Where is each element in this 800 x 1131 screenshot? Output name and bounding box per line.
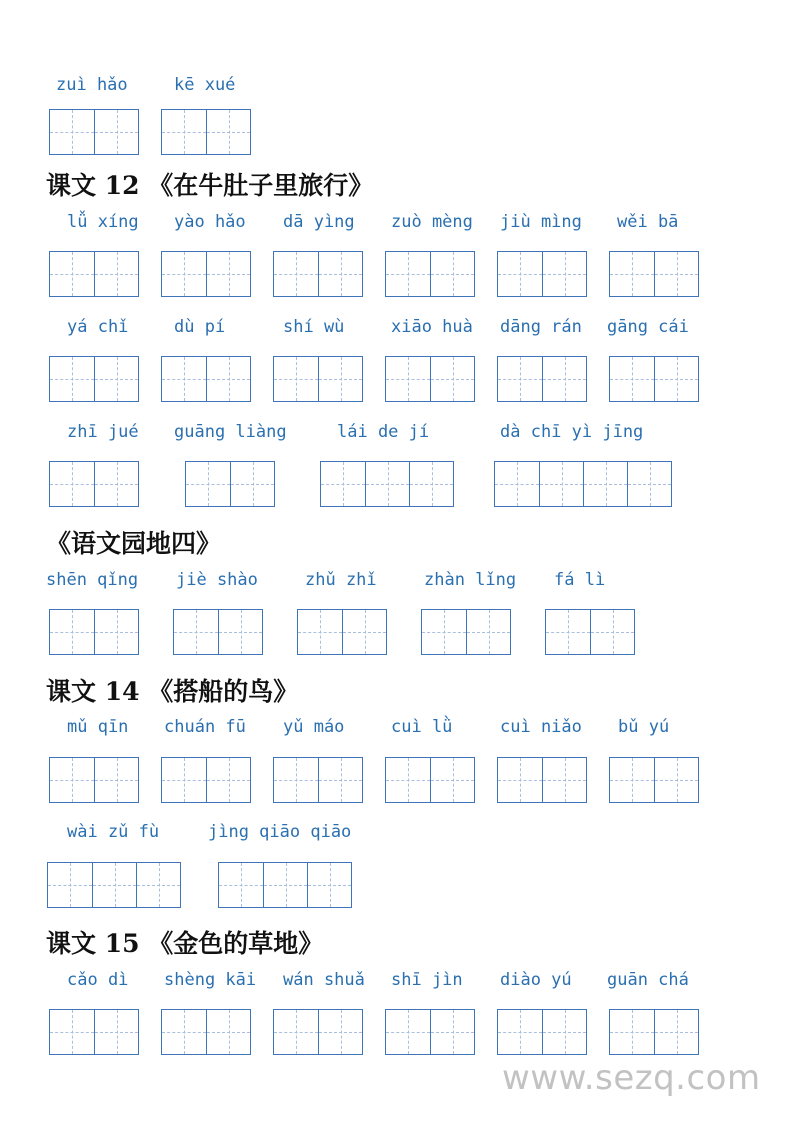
writing-grid[interactable] (385, 1009, 475, 1055)
writing-grid[interactable] (49, 109, 139, 155)
writing-grid[interactable] (273, 251, 363, 297)
writing-grid[interactable] (49, 757, 139, 803)
pinyin-label: bǔ yú (618, 717, 670, 737)
writing-grid[interactable] (545, 609, 635, 655)
pinyin-label: shī jìn (391, 970, 463, 990)
pinyin-label: diào yú (500, 970, 572, 990)
writing-grid[interactable] (320, 461, 454, 507)
pinyin-label: cǎo dì (67, 970, 129, 990)
writing-grid[interactable] (49, 609, 139, 655)
writing-grid[interactable] (49, 251, 139, 297)
pinyin-label: dā yìng (283, 212, 355, 232)
writing-grid[interactable] (173, 609, 263, 655)
pinyin-label: zuò mèng (391, 212, 473, 232)
writing-grid[interactable] (609, 356, 699, 402)
pinyin-label: jiè shào (176, 570, 258, 590)
lesson-12-heading: 课文 12 《在牛肚子里旅行》 (46, 171, 374, 200)
writing-grid[interactable] (49, 461, 139, 507)
pinyin-label: cuì niǎo (500, 717, 582, 737)
pinyin-label: jìng qiāo qiāo (208, 822, 352, 842)
pinyin-label: chuán fū (164, 717, 246, 737)
watermark: www.sezq.com (502, 1058, 761, 1098)
writing-grid[interactable] (609, 251, 699, 297)
writing-grid[interactable] (494, 461, 672, 507)
writing-grid[interactable] (497, 1009, 587, 1055)
writing-grid[interactable] (273, 356, 363, 402)
writing-grid[interactable] (385, 356, 475, 402)
pinyin-label: wěi bā (617, 212, 679, 232)
pinyin-label: dāng rán (500, 317, 582, 337)
pinyin-label: zhī jué (67, 422, 139, 442)
lesson-15-heading: 课文 15 《金色的草地》 (46, 929, 324, 958)
pinyin-label: dà chī yì jīng (500, 422, 644, 442)
pinyin-label: shēn qǐng (46, 570, 139, 590)
writing-grid[interactable] (49, 356, 139, 402)
pinyin-label: zuì hǎo (56, 75, 128, 95)
writing-grid[interactable] (385, 251, 475, 297)
writing-grid[interactable] (609, 757, 699, 803)
writing-grid[interactable] (161, 757, 251, 803)
writing-grid[interactable] (218, 862, 352, 908)
writing-grid[interactable] (47, 862, 181, 908)
pinyin-label: yá chǐ (67, 317, 129, 337)
writing-grid[interactable] (161, 251, 251, 297)
pinyin-label: jiù mìng (500, 212, 582, 232)
pinyin-label: cuì lǜ (391, 717, 453, 737)
writing-grid[interactable] (497, 757, 587, 803)
pinyin-label: guāng liàng (174, 422, 287, 442)
pinyin-label: zhǔ zhǐ (305, 570, 377, 590)
pinyin-label: shí wù (283, 317, 345, 337)
writing-grid[interactable] (497, 356, 587, 402)
pinyin-label: xiāo huà (391, 317, 473, 337)
writing-grid[interactable] (609, 1009, 699, 1055)
pinyin-label: lái de jí (337, 422, 430, 442)
pinyin-label: yào hǎo (174, 212, 246, 232)
writing-grid[interactable] (497, 251, 587, 297)
pinyin-label: zhàn lǐng (424, 570, 517, 590)
writing-grid[interactable] (185, 461, 275, 507)
pinyin-label: kē xué (174, 75, 236, 95)
pinyin-label: wài zǔ fù (67, 822, 160, 842)
pinyin-label: dù pí (174, 317, 226, 337)
pinyin-label: yǔ máo (283, 717, 345, 737)
pinyin-label: gāng cái (607, 317, 689, 337)
writing-grid[interactable] (161, 356, 251, 402)
writing-grid[interactable] (421, 609, 511, 655)
writing-grid[interactable] (385, 757, 475, 803)
pinyin-label: guān chá (607, 970, 689, 990)
writing-grid[interactable] (273, 757, 363, 803)
pinyin-label: fá lì (554, 570, 606, 590)
writing-grid[interactable] (161, 1009, 251, 1055)
pinyin-label: lǚ xíng (67, 212, 139, 232)
writing-grid[interactable] (297, 609, 387, 655)
pinyin-label: shèng kāi (164, 970, 257, 990)
writing-grid[interactable] (161, 109, 251, 155)
pinyin-label: mǔ qīn (67, 717, 129, 737)
pinyin-label: wán shuǎ (283, 970, 365, 990)
lesson-14-heading: 课文 14 《搭船的鸟》 (46, 677, 299, 706)
garden-4-heading: 《语文园地四》 (46, 529, 222, 558)
writing-grid[interactable] (273, 1009, 363, 1055)
writing-grid[interactable] (49, 1009, 139, 1055)
